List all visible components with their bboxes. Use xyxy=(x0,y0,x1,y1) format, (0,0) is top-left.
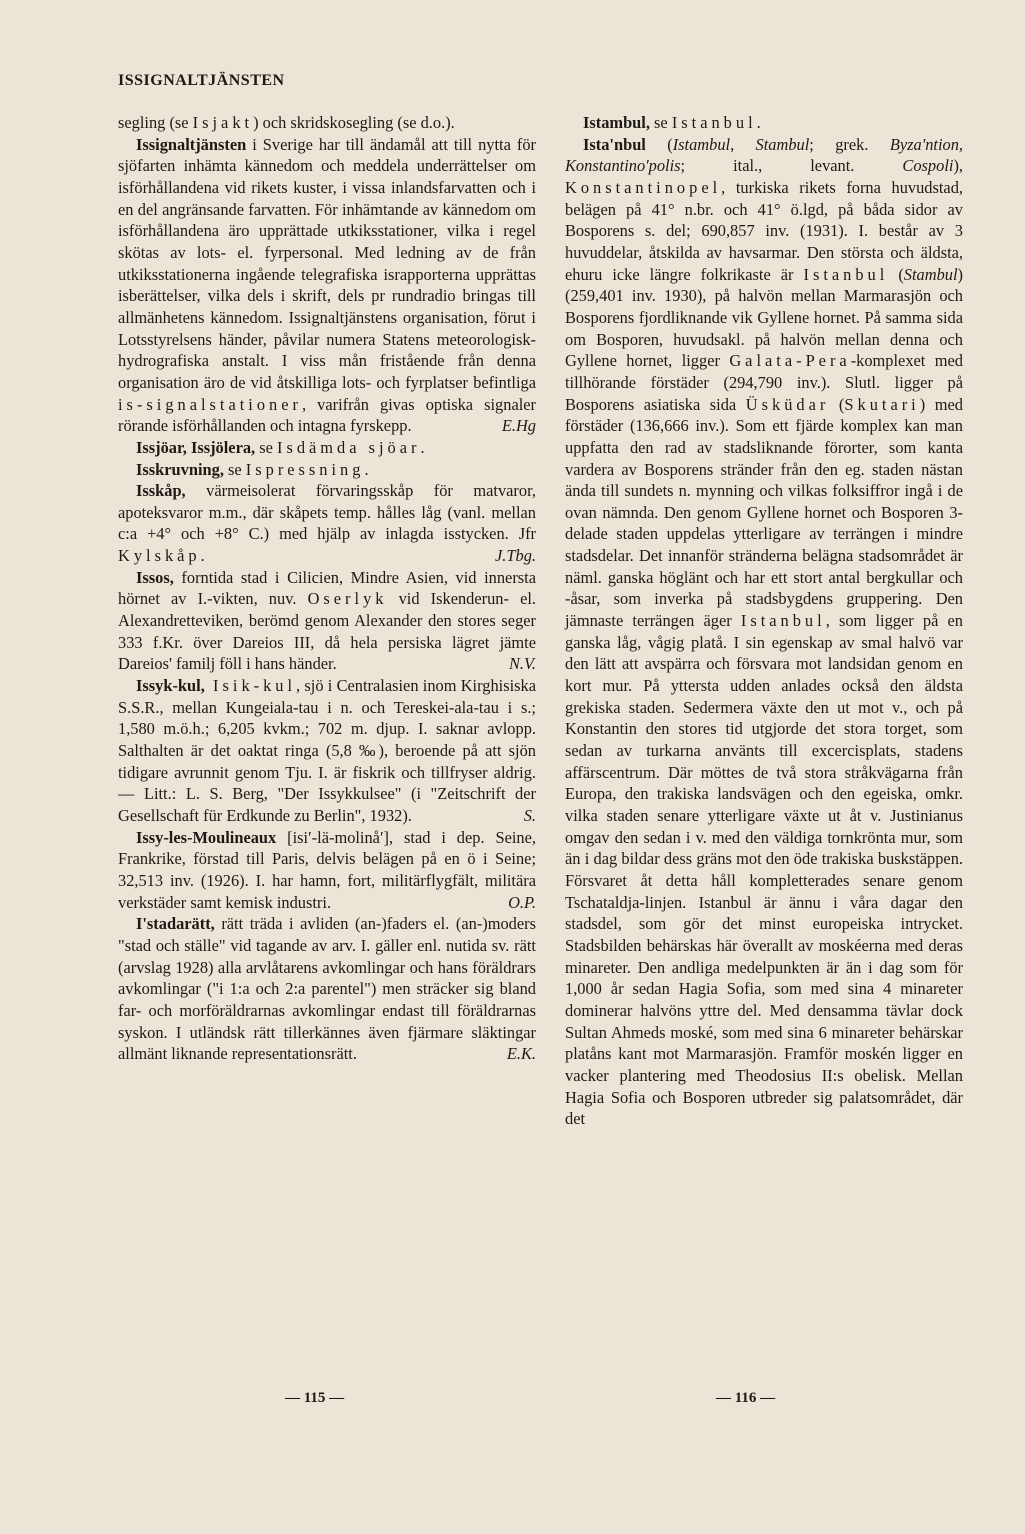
entry-text: värmeisolerat förvaringsskåp för matvaror, apoteksvaror m.m., där skåpets temp. hålles låg (vanl. mellan c:a +4° och +8° C.) med hjälp av inlagda isstycken. Jfr xyxy=(118,481,536,544)
headword: Issignaltjänsten xyxy=(136,134,247,154)
entry-issos xyxy=(118,567,536,675)
entry-text: forntida stad i Cilicien, Mindre Asien, vid innersta hörnet av I.-vikten, nuv. xyxy=(118,567,536,609)
cross-reference: Isik-kul xyxy=(204,676,297,696)
cross-reference: Skutari xyxy=(844,394,920,414)
entry-isskruvning xyxy=(118,459,536,481)
entry-isskap xyxy=(118,480,536,567)
cross-reference: Istanbul xyxy=(803,264,889,284)
entry-text: ), xyxy=(953,156,963,176)
entry-text: ) (259,401 inv. 1930), på halvön mellan Marmarasjön och Bosporens fjordliknande vik Gyllene hornet. På samma sida om Bosporen, huvudsakl. på halvön mellan denna och Gyllene hornet, ligger xyxy=(565,264,963,371)
author-signature: N.V. xyxy=(508,654,536,674)
entry-text: , turkiska rikets forna huvudstad, belägen på 41° n.br. och 41° ö.lgd, på båda sidor av Bosporens s. del; 690,857 inv. (1931). I. består av 3 huvuddelar, åtskilda av havsarmar. Den största och äldsta, ehuru icke längre folkrikaste är xyxy=(565,177,963,284)
italic-term: Stambul xyxy=(903,264,958,284)
entry-istanbul xyxy=(565,134,963,1130)
cross-reference: Istanbul xyxy=(671,113,757,132)
entry-text: -komplexet med tillhörande förstäder (294,790 inv.). Slutl. ligger på Bosporens asiatiska sida xyxy=(565,351,963,414)
headword: I'stadarätt, xyxy=(136,914,215,934)
entry-istambul xyxy=(565,112,963,134)
cross-reference: Istanbul xyxy=(740,611,826,631)
author-signature: E.K. xyxy=(506,1044,536,1064)
entry-text: se xyxy=(255,437,277,457)
entry-segling-continuation xyxy=(118,112,536,134)
page-number-right: — 116 — xyxy=(716,1390,776,1406)
headword: Isskruvning, xyxy=(136,459,224,479)
entry-text: [isi′-lä-molinå′], stad i dep. Seine, Frankrike, förstad till Paris, delvis belägen på en ö i Seine; 32,513 inv. (1926). I. har hamn, fort, militärflygfält, militära verkstäder samt kemisk industri. xyxy=(118,827,536,912)
author-signature: O.P. xyxy=(508,892,536,912)
entry-issjoar xyxy=(118,437,536,459)
entry-text: . xyxy=(756,113,761,132)
cross-reference: Isdämda sjöar xyxy=(277,437,421,457)
headword: Isskåp, xyxy=(136,481,186,501)
cross-reference: Kylskåp xyxy=(118,546,201,566)
headword: Issos, xyxy=(136,567,174,587)
right-column xyxy=(565,112,963,1130)
entry-text: ) och skridskosegling (se d.o.). xyxy=(253,113,455,132)
entry-text: ( xyxy=(888,264,904,284)
author-signature: S. xyxy=(523,806,536,825)
headword: Issyk-kul, xyxy=(136,676,205,696)
entry-text: , sjö i Centralasien inom Kirghisiska S.S.R., mellan Kungeiala-tau i n. och Tereskei-ala-tau i s.; 1,580 m.ö.h.; 6,205 kvkm.; 702 m. djup. I. saknar avlopp. Salthalten är det oaktat ringa (5,8 ‰), beroende på att sjön tidigare avrunnit genom Tju. I. är fiskrik och tillfryser aldrig. — Litt.: L. S. Berg, "Der Issykkulsee" (i "Zeitschrift der Gesellschaft für Erdkunde zu Berlin", 1932). xyxy=(118,676,536,825)
cross-reference: is-signalstationer xyxy=(118,394,302,414)
entry-text: ; grek. xyxy=(809,134,890,154)
entry-issyk-kul xyxy=(118,675,536,827)
italic-term: Cospoli xyxy=(902,156,954,176)
running-title: ISSIGNALTJÄNSTEN xyxy=(118,72,285,89)
entry-issy-les-moulineaux xyxy=(118,827,536,914)
entry-text: , varifrån givas optiska signaler rörande isförhållanden och intagna fyrskepp. xyxy=(118,394,536,436)
entry-text: ) med förstäder (136,666 inv.). Som ett fjärde komplex kan man uppfatta den rad av stadsliknande förorter, som kanta vardera av Bosporens stränder från den eg. staden nästan ända till sundets n. mynning och vilkas folksiffror ingå i de ovan nämnda. Den genom Gyllene hornet och Bosporen 3-delade staden uppdelas ytterligare av terrängen i mindre stadsdelar. Det innanför stränderna belägna stadsområdet är näml. ganska höglänt och har ett stort antal bergkullar och -åsar, som inverka på stadsbygdens gruppering. Den jämnaste terrängen äger xyxy=(565,394,964,631)
entry-text: , som ligger på en ganska låg, vågig platå. I sin egenskap av smal halvö var den lätt att avspärra och försvara mot landsidan genom en kort mur. På yttersta udden anlades också den äldsta grekiska staden. Sedermera växte den ut mot v., och på Konstantin den stores tid utgjorde det stora torget, som sedan av turkarna använts till excercisplats, stadens affärscentrum. Där möttes de två stora stråkvägarna från Europa, den trakiska landsvägen och den egeiska, omkr. vilka staden senare ytterligare växte ut åt v. Justinianus omgav den sedan i v. med den väldiga tornkrönta mur, som än i dag bildar dess gräns mot den öde trakiska buskstäppen. Försvaret åt detta håll kompletterades senare genom Tschataldja-linjen. Istanbul är ännu i våra dagar den stadsdel, som gör det minst europeiska intrycket. Stadsbilden behärskas här överallt av moskéerna med deras minareter. Den andliga medelpunkten är än i dag som för 1,000 år sedan Hagia Sofia, som med sina 4 minareter dominerar halvöns yttre del. Med densamma tävlar dock Sultan Ahmeds moské, som med sina 6 minareter behärskar platåns kant mot Marmarasjön. Framför moskén ligger en vacker plantering med Theodosius II:s obelisk. Mellan Hagia Sofia och Bosporen utbreder sig palatsområdet, där det xyxy=(565,611,963,1129)
cross-reference: Ispressning xyxy=(245,459,365,479)
entry-text: se xyxy=(649,113,672,132)
headword: Issjöar, Issjölera, xyxy=(136,437,256,457)
entry-text: ( xyxy=(829,394,845,414)
cross-reference: Konstantinopel xyxy=(565,177,722,197)
entry-istadaratt xyxy=(118,913,536,1065)
headword: Istambul, xyxy=(583,113,650,132)
page-number-left: — 115 — xyxy=(285,1390,345,1406)
entry-text: segling (se xyxy=(118,113,193,132)
entry-text: . xyxy=(364,459,369,479)
entry-text: se xyxy=(223,459,246,479)
entry-text: . xyxy=(200,546,205,566)
cross-reference: Isjakt xyxy=(192,113,254,132)
entry-text: vid Iskenderun- el. Alexandretteviken, berömd genom Alexander den stores seger 333 f.Kr. över Dareios III, då hela persiska lägret jämte Dareios' familj föll i hans händer. xyxy=(118,589,536,674)
italic-term: Istambul, Stambul xyxy=(672,134,810,154)
entry-text: ; ital., levant. xyxy=(680,156,903,176)
author-signature: J.Tbg. xyxy=(495,546,536,566)
entry-text: rätt träda i avliden (an-)faders el. (an-)moders "stad och ställe" vid tagande av arv. I. gäller enl. nutida sv. rätt (arvslag 1928) alla arvlåtarens avkomlingar och hans föräldrars avkomlingar ("i 1:a och 2:a parentel") men sträcker sig bland far- och morföräldrarnas avkomlingar endast till föräldrarnas syskon. I utländsk rätt tillerkännes även fjärmare släktingar allmänt liknande representationsrätt. xyxy=(118,914,536,1064)
headword: Ista'nbul xyxy=(583,134,646,154)
cross-reference: Üsküdar xyxy=(745,394,830,414)
entry-text: . xyxy=(420,437,425,457)
entry-text: ( xyxy=(645,134,673,154)
italic-term: Byza'ntion, Konstantino'polis xyxy=(565,134,963,176)
cross-reference: Oserlyk xyxy=(307,589,388,609)
entry-text: i Sverige har till ändamål att till nytta för sjöfarten inhämta kännedom och meddela underrättelser om isförhållandena vid rikets kuster, i vissa inlandsfarvatten och i en del angränsande farvatten. För inhämtande av kännedom om isförhållandena äro upprättade utkiksstationer, vilka i regel skötas av lots- el. fyrpersonal. Med ledning av de från utkiksstationerna ingående telegrafiska israpporterna upprättas isberättelser, vilka dels i skrift, dels pr rundradio bringas till allmänhetens kännedom. Issignaltjänstens organisation, förut i Lotsstyrelsens händer, påvilar numera Statens meteorologisk-hydrografiska anstalt. I viss mån fristående från denna organisation äro de vid åtskilliga lots- och fyrplatser befintliga xyxy=(118,134,536,392)
entry-issignaltjansten xyxy=(118,134,536,437)
author-signature: E.Hg xyxy=(501,416,536,436)
cross-reference: Galata-Pera xyxy=(729,351,851,371)
headword: Issy-les-Moulineaux xyxy=(136,827,277,847)
left-column xyxy=(118,112,536,1065)
